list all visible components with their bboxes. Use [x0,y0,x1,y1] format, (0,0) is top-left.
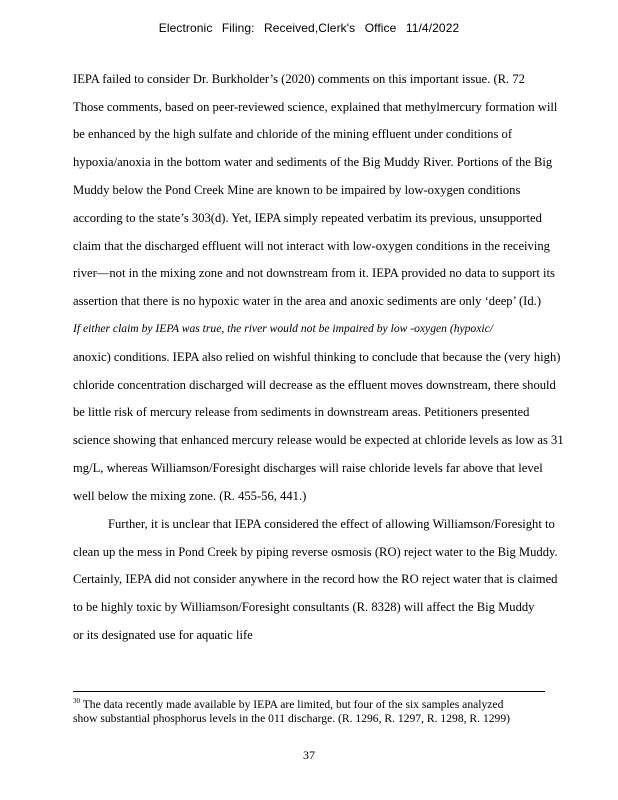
filing-header: Electronic Filing: Received,Clerk's Office 11/4/2022 [158,21,460,35]
footnote-line [73,697,503,711]
body-line: be enhanced by the high sulfate and chloride of the mining effluent under conditions of [73,127,513,141]
body-line: anoxic) conditions. IEPA also relied on wishful thinking to conclude that because the (very high) [73,350,561,364]
footnote-line: show substantial phosphorus levels in the 011 discharge. (R. 1296, R. 1297, R. 1298, R. 1299) [73,712,510,725]
body-line: Certainly, IEPA did not consider anywhere in the record how the RO reject water that is claimed [73,572,558,586]
body-line: clean up the mess in Pond Creek by piping reverse osmosis (RO) reject water to the Big Muddy. [73,545,558,559]
body-line: to be highly toxic by Williamson/Foresight consultants (R. 8328) will affect the Big Muddy [73,600,535,614]
body-line: IEPA failed to consider Dr. Burkholder’s (2020) comments on this important issue. (R. 72 [73,72,525,86]
footnote-number: 30 [73,697,80,705]
body-line-italic: If either claim by IEPA was true, the river would not be impaired by low -oxygen (hypoxic/ [73,322,493,335]
body-line: Further, it is unclear that IEPA considered the effect of allowing Williamson/Foresight to [108,517,555,531]
body-line: hypoxia/anoxia in the bottom water and sediments of the Big Muddy River. Portions of the Big [73,155,553,169]
body-line: be little risk of mercury release from sediments in downstream areas. Petitioners presented [73,405,530,419]
body-line: Muddy below the Pond Creek Mine are known to be impaired by low-oxygen conditions [73,183,521,197]
body-line: mg/L, whereas Williamson/Foresight discharges will raise chloride levels far above that level [73,461,543,475]
body-line: according to the state’s 303(d). Yet, IEPA simply repeated verbatim its previous, unsupported [73,211,542,225]
body-line: well below the mixing zone. (R. 455-56, 441.) [73,489,307,503]
body-line: science showing that enhanced mercury release would be expected at chloride levels as low as 31 [73,433,564,447]
body-line: claim that the discharged effluent will not interact with low-oxygen conditions in the receiving [73,239,550,253]
page-number: 37 [303,748,315,762]
body-line: assertion that there is no hypoxic water in the area and anoxic sediments are only ‘deep’ (Id.) [73,294,542,308]
body-line: chloride concentration discharged will decrease as the effluent moves downstream, there should [73,378,556,392]
body-line: Those comments, based on peer-reviewed science, explained that methylmercury formation will [73,100,558,114]
body-line: or its designated use for aquatic life [73,628,253,642]
body-line: river—not in the mixing zone and not downstream from it. IEPA provided no data to support its [73,266,555,280]
footnote-divider [73,691,545,692]
footnote-text: The data recently made available by IEPA are limited, but four of the six samples analyzed [82,698,504,711]
